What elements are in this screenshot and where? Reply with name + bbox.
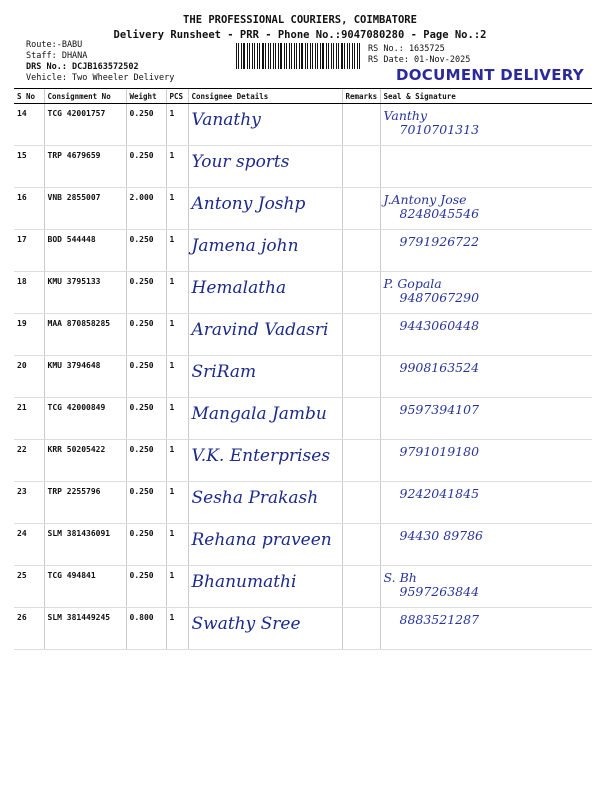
handwritten-signature: Vanthy [383,108,428,123]
remarks-cell [342,356,380,398]
weight-value: 2.000 [126,188,166,230]
weight-value: 0.250 [126,146,166,188]
table-row [14,608,592,650]
serial-number: 15 [14,146,44,188]
barcode-bar [320,43,321,69]
route-label: Route:-BABU [26,40,83,50]
handwritten-phone: 9791019180 [399,444,480,459]
handwritten-consignee: Bhanumathi [191,572,297,592]
handwritten-consignee: SriRam [191,362,257,382]
serial-number: 19 [14,314,44,356]
serial-number: 18 [14,272,44,314]
signature-cell [380,566,592,608]
remarks-cell [342,188,380,230]
table-header-row [14,89,592,104]
consignment-number: TRP 2255796 [44,482,126,524]
consignment-number: MAA 870858285 [44,314,126,356]
barcode-bar [322,43,324,69]
handwritten-consignee: Mangala Jambu [191,404,327,424]
consignee-name [188,482,342,524]
handwritten-phone: 7010701313 [399,122,480,137]
consignment-number: TCG 42000849 [44,398,126,440]
barcode-bar [317,43,318,69]
consignment-number: TRP 4679659 [44,146,126,188]
barcode-bar [284,43,285,69]
consignee-name [188,230,342,272]
barcode-bar [262,43,264,69]
weight-value: 0.250 [126,440,166,482]
remarks-cell [342,146,380,188]
barcode-bar [254,43,255,69]
handwritten-phone: 8883521287 [399,612,480,627]
col-pcs: PCS [166,89,188,104]
barcode-bar [347,43,348,69]
table-row [14,230,592,272]
consignee-name [188,146,342,188]
pieces-count: 1 [166,482,188,524]
pieces-count: 1 [166,524,188,566]
signature-cell [380,188,592,230]
pieces-count: 1 [166,314,188,356]
handwritten-phone: 9597394107 [399,402,480,417]
consignee-name [188,524,342,566]
barcode-bar [338,43,339,69]
weight-value: 0.250 [126,524,166,566]
barcode-bar [273,43,274,69]
barcode-bar [236,43,237,69]
handwritten-signature: S. Bh [383,570,417,585]
barcode-image [236,43,362,69]
consignment-number: BOD 544448 [44,230,126,272]
remarks-cell [342,482,380,524]
barcode-bar [252,43,253,69]
barcode-bar [259,43,260,69]
consignment-number: TCG 494841 [44,566,126,608]
table-row [14,524,592,566]
signature-cell [380,104,592,146]
barcode-bar [289,43,290,69]
weight-value: 0.250 [126,482,166,524]
table-row [14,314,592,356]
handwritten-consignee: Hemalatha [191,278,287,298]
runsheet-table [14,88,592,650]
consignee-name [188,104,342,146]
barcode-bar [238,43,239,69]
signature-cell [380,272,592,314]
barcode-bar [275,43,276,69]
barcode-bar [278,43,279,69]
handwritten-consignee: Swathy Sree [191,614,301,634]
col-seal-signature: Seal & Signature [380,89,592,104]
barcode-bar [341,43,343,69]
col-consignment: Consignment No [44,89,126,104]
weight-value: 0.800 [126,608,166,650]
remarks-cell [342,398,380,440]
handwritten-consignee: Rehana praveen [191,530,332,550]
signature-cell [380,398,592,440]
pieces-count: 1 [166,146,188,188]
table-row [14,272,592,314]
signature-cell [380,608,592,650]
remarks-cell [342,608,380,650]
barcode-bar [280,43,282,69]
staff-label: Staff: DHANA [26,51,88,61]
remarks-cell [342,104,380,146]
barcode-bar [249,43,250,69]
weight-value: 0.250 [126,566,166,608]
table-row [14,356,592,398]
barcode-bar [331,43,332,69]
handwritten-consignee: V.K. Enterprises [191,446,331,466]
handwritten-phone: 94430 89786 [399,528,484,543]
serial-number: 23 [14,482,44,524]
serial-number: 17 [14,230,44,272]
col-sno: S No [14,89,44,104]
barcode-bar [359,43,360,69]
barcode-bar [243,43,245,69]
handwritten-consignee: Aravind Vadasri [191,320,329,340]
consignment-number: KRR 50205422 [44,440,126,482]
consignment-number: TCG 42001757 [44,104,126,146]
weight-value: 0.250 [126,230,166,272]
col-consignee: Consignee Details [188,89,342,104]
table-row [14,398,592,440]
consignment-number: KMU 3795133 [44,272,126,314]
consignment-number: SLM 381449245 [44,608,126,650]
barcode-bar [333,43,334,69]
handwritten-consignee: Sesha Prakash [191,488,319,508]
remarks-cell [342,440,380,482]
pieces-count: 1 [166,608,188,650]
handwritten-consignee: Antony Joshp [191,194,306,214]
consignment-number: KMU 3794648 [44,356,126,398]
handwritten-phone: 9597263844 [399,584,480,599]
weight-value: 0.250 [126,104,166,146]
handwritten-phone: 9908163524 [399,360,480,375]
serial-number: 22 [14,440,44,482]
barcode-bar [291,43,292,69]
table-row [14,440,592,482]
remarks-cell [342,524,380,566]
company-title: THE PROFESSIONAL COURIERS, COIMBATORE [183,14,417,26]
table-row [14,104,592,146]
handwritten-phone: 9242041845 [399,486,480,501]
handwritten-consignee: Jamena john [191,236,299,256]
pieces-count: 1 [166,398,188,440]
handwritten-phone: 9487067290 [399,290,480,305]
pieces-count: 1 [166,440,188,482]
remarks-cell [342,230,380,272]
serial-number: 14 [14,104,44,146]
consignee-name [188,566,342,608]
handwritten-consignee: Your sports [191,152,290,172]
col-weight: Weight [126,89,166,104]
signature-cell [380,230,592,272]
consignee-name [188,188,342,230]
barcode-bar [247,43,248,69]
barcode-bar [307,43,308,69]
consignee-name [188,314,342,356]
handwritten-signature: P. Gopala [383,276,442,291]
barcode-bar [305,43,306,69]
barcode-bar [294,43,295,69]
barcode-bar [310,43,311,69]
serial-number: 20 [14,356,44,398]
weight-value: 0.250 [126,314,166,356]
signature-cell [380,314,592,356]
document-delivery-stamp: DOCUMENT DELIVERY [396,66,584,84]
handwritten-phone: 9791926722 [399,234,480,249]
remarks-cell [342,566,380,608]
barcode-bar [336,43,337,69]
rs-date: RS Date: 01-Nov-2025 [368,55,471,65]
barcode-bar [354,43,355,69]
barcode-bar [326,43,327,69]
consignee-name [188,356,342,398]
signature-cell [380,146,592,188]
barcode-bar [270,43,271,69]
barcode-bar [301,43,303,69]
pieces-count: 1 [166,230,188,272]
handwritten-consignee: Vanathy [191,110,261,130]
barcode-bar [344,43,345,69]
barcode-bar [315,43,316,69]
table-row [14,188,592,230]
barcode-bar [268,43,269,69]
remarks-cell [342,272,380,314]
signature-cell [380,524,592,566]
signature-cell [380,356,592,398]
pieces-count: 1 [166,188,188,230]
pieces-count: 1 [166,272,188,314]
weight-value: 0.250 [126,356,166,398]
consignee-name [188,440,342,482]
consignee-name [188,272,342,314]
table-row [14,146,592,188]
barcode-bar [286,43,287,69]
rs-number: RS No.: 1635725 [368,44,445,54]
barcode-bar [357,43,358,69]
consignee-name [188,608,342,650]
pieces-count: 1 [166,566,188,608]
handwritten-phone: 9443060448 [399,318,480,333]
drs-number: DRS No.: DCJB163572502 [26,62,139,72]
pieces-count: 1 [166,356,188,398]
consignment-number: VNB 2855007 [44,188,126,230]
serial-number: 25 [14,566,44,608]
table-row [14,566,592,608]
consignment-number: SLM 381436091 [44,524,126,566]
remarks-cell [342,314,380,356]
barcode-bar [352,43,353,69]
serial-number: 21 [14,398,44,440]
handwritten-signature: J.Antony Jose [383,192,467,207]
weight-value: 0.250 [126,398,166,440]
barcode-bar [296,43,297,69]
serial-number: 26 [14,608,44,650]
col-remarks: Remarks [342,89,380,104]
signature-cell [380,482,592,524]
barcode-bar [241,43,242,69]
signature-cell [380,440,592,482]
runsheet-title: Delivery Runsheet - PRR - Phone No.:9047080280 - Page No.:2 [113,29,487,41]
barcode-bar [257,43,258,69]
handwritten-phone: 8248045546 [399,206,480,221]
barcode-bar [299,43,300,69]
table-row [14,482,592,524]
barcode-bar [265,43,266,69]
barcode-bar [328,43,329,69]
pieces-count: 1 [166,104,188,146]
serial-number: 16 [14,188,44,230]
vehicle-label: Vehicle: Two Wheeler Delivery [26,73,175,83]
weight-value: 0.250 [126,272,166,314]
serial-number: 24 [14,524,44,566]
barcode-bar [349,43,350,69]
consignee-name [188,398,342,440]
barcode-bar [312,43,313,69]
